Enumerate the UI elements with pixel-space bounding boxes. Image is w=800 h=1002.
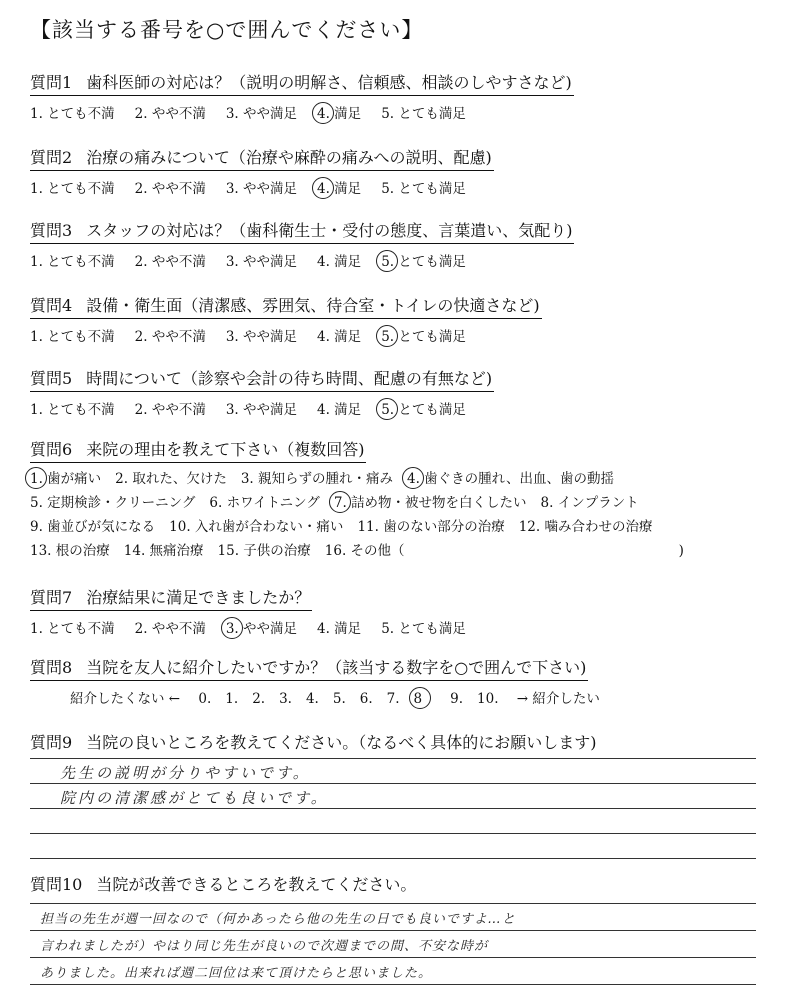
option-5[interactable]: 5. とても満足: [381, 402, 466, 418]
scale-0[interactable]: 0.: [198, 691, 212, 707]
q6-option-12[interactable]: 12. 噛み合わせの治療: [518, 519, 653, 535]
option-3[interactable]: 3. やや満足: [226, 621, 297, 637]
question-text: 設備・衛生面（清潔感、雰囲気、待合室・トイレの快適さなど): [86, 296, 540, 315]
question-5: [30, 366, 494, 418]
option-2[interactable]: 2. やや不満: [134, 329, 206, 345]
scale-4[interactable]: 4.: [305, 691, 319, 707]
q6-option-9[interactable]: 9. 歯並びが気になる: [30, 519, 156, 535]
option-4[interactable]: 4. 満足: [317, 329, 362, 345]
option-5[interactable]: 5. とても満足: [381, 254, 466, 270]
option-4[interactable]: 4. 満足: [317, 402, 362, 418]
q6-option-6[interactable]: 6. ホワイトニング: [209, 495, 320, 511]
question-number: 質問10: [30, 875, 83, 894]
option-3[interactable]: 3. やや満足: [225, 106, 298, 122]
scale-1[interactable]: 1.: [225, 691, 239, 707]
scale-left-label: 紹介したくない ←: [70, 691, 181, 707]
handwritten-answer: 担当の先生が週一回なので（何かあったら他の先生の日でも良いですよ…と: [40, 912, 516, 927]
question-number: 質問5: [30, 369, 73, 388]
answer-line: [30, 808, 756, 809]
scale-8[interactable]: 8: [414, 691, 437, 707]
options: [30, 617, 486, 637]
option-5[interactable]: 5. とても満足: [381, 621, 466, 637]
option-2[interactable]: 2. やや不満: [134, 402, 206, 418]
circle-mark: [221, 617, 243, 639]
question-text: 当院が改善できるところを教えてください。: [96, 875, 417, 894]
question-text: 来院の理由を教えて下さい（複数回答): [86, 440, 365, 459]
circle-mark: [25, 467, 47, 489]
option-3[interactable]: 3. やや満足: [225, 402, 298, 418]
q6-option-4[interactable]: 4. 歯ぐきの腫れ、出血、歯の動揺: [407, 471, 614, 487]
q6-option-10[interactable]: 10. 入れ歯が合わない・痛い: [169, 519, 344, 535]
scale-right-label: → 紹介したい: [516, 691, 600, 707]
answer-line: [30, 758, 756, 759]
q6-option-1[interactable]: 1. 歯が痛い: [30, 471, 101, 487]
question-10: [30, 872, 418, 897]
option-2[interactable]: 2. やや不満: [134, 254, 206, 270]
q6-option-13[interactable]: 13. 根の治療: [30, 543, 110, 559]
q6-option-16[interactable]: 16. その他（: [324, 543, 405, 559]
option-5[interactable]: 5. とても満足: [381, 329, 466, 345]
question-number: 質問2: [30, 148, 73, 167]
option-3[interactable]: 3. やや満足: [225, 329, 298, 345]
q6-option-11[interactable]: 11. 歯のない部分の治療: [357, 519, 505, 535]
scale-9[interactable]: 9.: [450, 691, 464, 707]
question-3: [30, 218, 574, 270]
circle-mark: [312, 102, 334, 124]
question-text: 時間について（診察や会計の待ち時間、配慮の有無など): [86, 369, 493, 388]
option-3[interactable]: 3. やや満足: [225, 254, 298, 270]
q6-option-7[interactable]: 7. 詰め物・被せ物を白くしたい: [334, 495, 527, 511]
option-1[interactable]: 1. とても不満: [30, 402, 115, 418]
options: [30, 325, 542, 345]
answer-line: [30, 984, 756, 985]
question-text: 当院の良いところを教えてください。（なるべく具体的にお願いします): [86, 733, 597, 752]
recommend-scale: [30, 687, 614, 707]
circle-mark: [402, 467, 424, 489]
scale-7[interactable]: 7.: [386, 691, 400, 707]
question-7: [30, 585, 486, 637]
answer-line: [30, 783, 756, 784]
scale-10[interactable]: 10.: [477, 691, 499, 707]
q6-option-5[interactable]: 5. 定期検診・クリーニング: [30, 495, 196, 511]
option-4[interactable]: 4. 満足: [317, 181, 361, 197]
option-1[interactable]: 1. とても不満: [30, 254, 115, 270]
options: [30, 398, 494, 418]
answer-line: [30, 903, 756, 904]
options: [30, 250, 574, 270]
question-number: 質問6: [30, 440, 73, 459]
question-number: 質問9: [30, 733, 73, 752]
option-5[interactable]: 5. とても満足: [381, 106, 466, 122]
question-1: [30, 70, 574, 122]
q6-option-14[interactable]: 14. 無痛治療: [123, 543, 204, 559]
option-1[interactable]: 1. とても不満: [30, 621, 115, 637]
q6-option-15[interactable]: 15. 子供の治療: [217, 543, 311, 559]
scale-3[interactable]: 3.: [279, 691, 292, 707]
question-text: 歯科医師の対応は？（説明の明解さ、信頼感、相談のしやすさなど): [86, 73, 572, 92]
question-6: [30, 437, 684, 563]
option-5[interactable]: 5. とても満足: [381, 181, 466, 197]
question-text: 当院を友人に紹介したいですか？（該当する数字を○で囲んで下さい): [86, 658, 587, 677]
question-8: [30, 655, 614, 707]
circle-mark: [329, 491, 351, 513]
q6-options: [30, 467, 684, 563]
options: [30, 177, 494, 197]
question-number: 質問7: [30, 588, 73, 607]
q6-option-2[interactable]: 2. 取れた、欠けた: [115, 471, 227, 487]
option-1[interactable]: 1. とても不満: [30, 181, 115, 197]
handwritten-answer: 言われましたが）やはり同じ先生が良いので次週までの間、不安な時が: [40, 939, 489, 954]
question-number: 質問4: [30, 296, 73, 315]
question-4: [30, 293, 542, 345]
option-4[interactable]: 4. 満足: [317, 621, 362, 637]
scale-6[interactable]: 6.: [359, 691, 373, 707]
handwritten-answer: ありました。出来れば週二回位は来て頂けたらと思いました。: [40, 966, 433, 981]
question-text: 治療の痛みについて（治療や麻酔の痛みへの説明、配慮): [86, 148, 492, 167]
question-number: 質問3: [30, 221, 73, 240]
circle-mark: [312, 177, 334, 199]
handwritten-answer: 院内の清潔感がとても良いです。: [60, 789, 329, 807]
q6-option-3[interactable]: 3. 親知らずの腫れ・痛み: [240, 471, 394, 487]
scale-2[interactable]: 2.: [252, 691, 266, 707]
answer-line: [30, 858, 756, 859]
option-1[interactable]: 1. とても不満: [30, 106, 115, 122]
question-text: スタッフの対応は？（歯科衛生士・受付の態度、言葉遣い、気配り): [86, 221, 573, 240]
answer-line: [30, 833, 756, 834]
option-4[interactable]: 4. 満足: [317, 254, 362, 270]
q6-option-8[interactable]: 8. インプラント: [540, 495, 639, 511]
options: [30, 102, 574, 122]
option-3[interactable]: 3. やや満足: [225, 181, 298, 197]
question-2: [30, 145, 494, 197]
scale-5[interactable]: 5.: [332, 691, 346, 707]
option-2[interactable]: 2. やや不満: [134, 621, 206, 637]
question-9: [30, 730, 598, 755]
other-close-paren: ): [678, 543, 684, 559]
option-4[interactable]: 4. 満足: [317, 106, 361, 122]
page-title: 【該当する番号を○で囲んでください】: [30, 18, 424, 42]
option-2[interactable]: 2. やや不満: [134, 106, 206, 122]
answer-line: [30, 957, 756, 958]
option-2[interactable]: 2. やや不満: [134, 181, 206, 197]
answer-line: [30, 930, 756, 931]
question-number: 質問1: [30, 73, 73, 92]
question-text: 治療結果に満足できましたか？: [86, 588, 311, 607]
handwritten-answer: 先生の説明が分りやすいです。: [60, 764, 311, 782]
option-1[interactable]: 1. とても不満: [30, 329, 115, 345]
question-number: 質問8: [30, 658, 73, 677]
